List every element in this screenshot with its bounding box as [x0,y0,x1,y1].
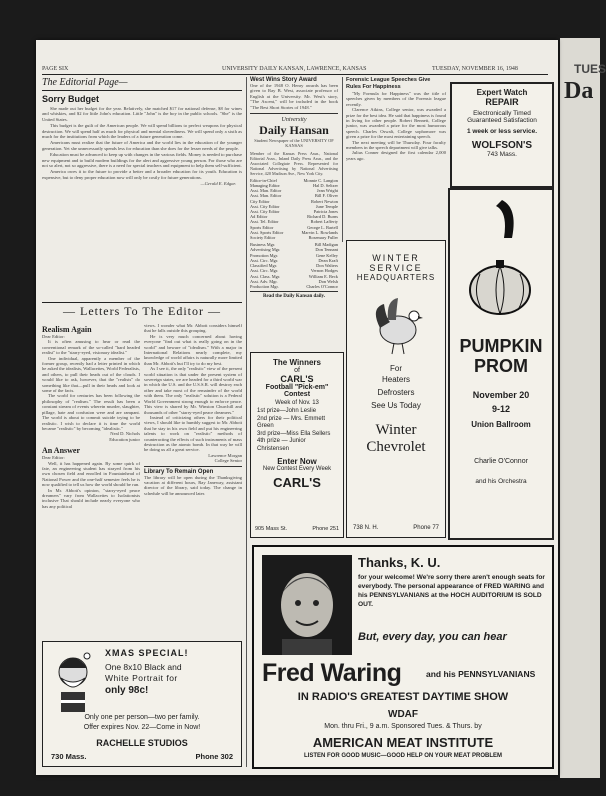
carls-store-name: CARL'S [273,475,321,490]
letter-paragraph: In Mr. Abbott's opinion, "starry-eyed peace dreamers" vary from Wallaceites to Isolationists inclusive That should include nearly everyone who has any political [42,487,140,509]
xmas-line-2: White Portrait for [105,673,178,683]
xmas-line-1: One 8x10 Black and [105,662,182,672]
prom-title-1: PUMPKIN [459,336,543,356]
letter-signature: Lawrence Morgan [208,452,242,458]
staff-row-role: Society Editor [250,235,276,241]
adjacent-page-title-fragment: Da [564,78,594,104]
editorial-signature: —Gerald E. Edgar. [200,181,236,187]
watch-ad-line-1: Expert Watch [476,88,528,97]
letter-signature: Neal D. Nichols [110,431,140,437]
carls-line-3: CARL'S [280,374,314,384]
letter-paragraph: views. I wonder what Mr. Abbott considers himself that he falls outside this grouping. [144,323,242,334]
letter-answer-body [42,455,140,509]
business-row-role: Asst. Circ. Mgr. [250,268,279,274]
business-row-person: Dean Kraft [318,257,338,263]
turkey-illustration-icon [366,288,426,358]
waring-but: But, every day, you can hear [358,631,507,643]
winter-chevrolet-ad [346,240,446,538]
letter-paragraph: One individual, apparently a member of the former group, recently had a letter printed in which he asked the idealists, Wallaceites, World Federalists, and others, to pull their heads out of the clouds. I would like to ask, however, that the "realists" do something like that—pull in their heads and look at some of the facts. [42,355,140,394]
watch-ad-line-3: Electronically Timed [473,110,531,117]
waring-time: Mon. thru Fri., 9 a.m. Sponsored Tues. & Thurs. by [324,723,482,730]
staff-row-role: Editor-in-Chief [250,177,277,183]
staff-row [250,235,338,240]
forensic-paragraph: The next meeting will be Thursday. Four faculty members in the speech department will give talks. [346,139,446,151]
letters-column-left [42,323,140,638]
carls-line-5: Contest [283,391,311,398]
staff-row-person: Hal D. Seltzer [313,183,338,189]
waring-tagline: LISTEN FOR GOOD MUSIC—GOOD HELP ON YOUR MEAT PROBLEM [303,753,502,759]
forensic-paragraph: "My Formula for Happiness" was the title of speeches given by members of the Forensic league recently. [346,91,446,107]
letter-title-answer: An Answer [42,446,81,456]
waring-thanks: Thanks, K. U. [358,555,441,570]
pumpkin-prom-ad [448,188,554,540]
staff-row-person: George L. Bartell [307,224,338,230]
nameplate-title: Daily Hansan [259,123,329,138]
prom-title-2: PROM [474,356,528,376]
nameplate-footer-rule [250,291,338,292]
library-headline: Library To Remain Open [144,468,214,475]
waring-body: for your welcome! We're sorry there aren't enough seats for everybody. The personal appearance of FRED WARING and his PENNSYLVANIANS at the HOCH AUDITORIUM IS SOLD OUT. [358,574,545,608]
watch-ad-line-4: Guaranteed Satisfaction [467,117,537,124]
xmas-title: XMAS SPECIAL! [105,648,189,658]
letter-paragraph: He is very much concerned about having everyone "find out what is really going on in the world" and beware of "idealism." With a major in International Relations nearly complete, my knowledge of world affairs is naturally more limited than Mr. Abbott's but I'll try to do my best. [144,333,242,366]
winter-ad-dealer-1: Winter [375,422,417,438]
prize-winner: 3rd prize—Miss Ella Sellers [257,430,331,437]
forensic-paragraph: Clarence Atkins, College senior, was awarded a prize for the best idea. He said that happiness is found in living for other people. Robert Bennett, College junior, was awarded a prize for the most humorous speech. Charles Oswalt, College sophomore was given a prize for the most entertaining speech. [346,107,446,140]
waring-station: WDAF [388,709,418,720]
winter-ad-line-4: For [390,364,402,373]
waring-name: Fred Waring [262,659,402,687]
carls-contest-ad [250,352,344,538]
west-award-body: One of the 1948 O. Henry awards has been given to Ray B. West, associate professor of English at the University. Mr. West's story, "The Ascent," will be included in the book "The Best Short Stories of 1948." [250,83,338,110]
prize-winner: 2nd prize — Mrs. Emmett Green [257,415,326,429]
watch-ad-store-name: WOLFSON'S [471,140,533,151]
winter-ad-line-7: See Us Today [371,401,421,410]
winter-ad-line-5: Heaters [381,375,410,384]
business-row-person: Don Welsh [318,278,338,284]
waring-and: and his PENNSYLVANIANS [426,669,536,679]
west-award-headline: West Wins Story Award [250,77,317,83]
adjacent-page-edge [560,38,606,778]
library-body: The library will be open during the Thanksgiving vacation at different hours, Ray Janeway, assistant director of the library, said today. The change in schedule will be announced later. [144,474,242,496]
adjacent-page-fragment: TUES [574,62,606,76]
business-row-person: William E. Beck [308,273,338,279]
forensic-body [346,91,446,161]
watch-ad-line-2: REPAIR [485,97,519,107]
column-rule [342,77,343,242]
business-row-role: Production Mgr. [250,283,279,289]
nameplate-info: Member of the Kansas Press Assn., National Editorial Assn., Inland Daily Press Assn., and the Associated Collegiate Press. Represented for National Advertising by National Advertising Service, 420 Madison Ave., New York City. [250,150,338,176]
staff-row-role: Managing Editor [250,183,280,189]
business-row [250,284,338,289]
staff-row-person: Robert Newton [311,198,338,204]
staff-list [250,178,338,240]
letter-paragraph: The world for centuries has been following the philosophy of "realism." The result has been a constant stream of events wherein murder, slaughter, pillage, hate and confusion were and are rampant. The world is about to commit suicide trying to be realistic. I wish to declare it is time the world became "realistic" by becoming "idealistic." [42,393,140,431]
carls-week: Week of Nov. 13 [275,400,319,406]
editorial-headline: Sorry Budget [42,94,100,104]
business-row-role: Advertising Mgr. [250,247,281,253]
carls-phone: Phone 251 [312,526,339,532]
fred-waring-ad [252,545,554,769]
business-row-role: Classified Mgr. [250,263,278,269]
prom-band-2: and his Orchestra [475,478,527,485]
editorial-section [42,77,242,301]
nameplate-column [250,77,338,347]
forensic-headline: Forensic League Speeches Give Rules For Happiness [346,77,431,90]
business-row-role: Promotion Mgr. [250,252,279,258]
newspaper-page [36,40,558,775]
winter-ad-dealer-2: Chevrolet [366,439,426,455]
staff-row-role: Asst. City Editor [250,209,280,215]
xmas-price: only 98c! [105,685,149,696]
staff-row-person: Marvin L. Rowlands [301,229,338,235]
carls-line-1: The Winners [273,358,321,367]
business-row-role: Asst. Circ. Mgr. [250,257,279,263]
watch-ad-address: 743 Mass. [487,151,517,158]
editorial-paragraph: Education must be advanced to keep up with changes in the various fields. Money is needed to purchase new equipment and to build modern buildings for the alert and aggressive young person. For those who are not so alert, not so aggressive, there is a need for special teachers and equipment to help them self-sufficient. [42,152,242,169]
editorial-rule [42,90,242,91]
winter-ad-phone: Phone 77 [413,525,439,531]
editorial-section-title: The Editorial Page— [42,77,128,88]
masthead-line: UNIVERSITY DAILY KANSAN, LAWRENCE, KANSAS [222,66,367,72]
forensic-article [346,77,446,237]
xmas-special-ad [42,641,242,767]
business-row-person: Bill Madigan [314,242,338,248]
letter-signature-title: College Senior [214,458,242,464]
letters-top-rule [42,302,242,303]
prom-time: 9-12 [491,404,510,414]
watch-repair-ad [450,82,554,188]
letter-signature-title: Education junior [109,436,140,442]
letter-paragraph: It is often amusing to hear or read the conventional remark of the so-called "hard headed realist" to the "starry-eyed, visionary idealist." [42,339,140,356]
letter-answer-continued [144,323,242,464]
business-row-person: Don Tennant [315,247,338,253]
nameplate-university: University [281,117,307,124]
carls-line-2: of [294,367,300,374]
staff-row-role: City Editor [250,198,270,204]
staff-row-person: Rosemary Fuller [308,235,338,241]
letter-realism-body [42,334,140,442]
santa-illustration-icon [47,648,99,714]
watch-ad-line-5: 1 week or less service. [466,128,538,135]
page-number: PAGE SIX [42,66,69,72]
business-row-person: Gene Kelley [315,252,338,258]
xmas-studio-name: RACHELLE STUDIOS [96,738,188,748]
editorial-paragraph: America owes it to the future to provide a better and a broader education for its youth. Education is expensive, but to deny proper education now will only be costly for future generations. [42,169,242,180]
nameplate-rule [250,113,338,114]
nameplate-subtitle: Student Newspaper of the UNIVERSITY OF KANSAS [254,138,334,149]
business-row-person: Charles O'Connor [306,283,338,289]
winter-ad-line-3: HEADQUARTERS [356,273,436,282]
carls-cta-1: Enter Now [277,457,317,466]
column-rule [246,77,247,767]
business-row-role: Asst. Class. Mgr. [250,273,281,279]
staff-row-role: Asst. Tel. Editor [250,219,279,225]
staff-row-role: Ad Editor [250,214,268,220]
letters-column-right [144,323,242,647]
staff-row-person: Monnie C. Langton [303,177,338,183]
prom-band: Charlie O'Connor [474,458,528,465]
letters-banner: — Letters To The Editor — [62,304,222,318]
business-row-role: Business Mgr. [250,242,276,248]
letter-paragraph: Well, it has happened again. By some quirk of fate, an engineering student has strayed from his own chosen field and enrolled in Fountainhead of National Power and the one-half semester feels he is now qualified to tell us how the world should be run. [42,460,140,488]
editorial-paragraph: This budget is the guilt of the American people. We will spend billions to perfect weapons for physical destruction. We will spend half as much for physical and mental slovenliness. We will spend only a sixth as much for the institutions from which the leaders of a future generation come. [42,123,242,140]
letter-paragraph: Instead of criticizing others for their political views, I should like to humbly suggest to Mr. Abbott that he stay in his own field and put his engineering talents to work on "realistic" methods of counteracting the effects of such instruments of mass destruction as the atomic bomb. In that way he will be doing us all a great service. [144,414,242,453]
letter-paragraph: As I see it, the only "realistic" view of the present world situation is that under the present system of sovereign states, we are headed for a third world war in which the U.S. and the U.S.S.R. will destroy each other and take most of the remainder of the world with them. The only "realistic" solution is a Federal World Government strong enough to enforce peace. This view is shared by Mr. Winston Churchill and thousands of other "starry-eyed peace dreamers." [144,366,242,415]
letter-salutation: Dear Editor: [42,455,65,461]
issue-date: TUESDAY, NOVEMBER 16, 1948 [432,66,518,72]
winter-ad-line-2: SERVICE [369,263,423,273]
prom-place: Union Ballroom [471,420,531,429]
business-staff-list [250,242,338,289]
pumpkin-illustration-icon [458,198,544,328]
staff-row-role: Asst. Man. Editor [250,193,282,199]
nameplate-footer: Read the Daily Kansan daily. [262,294,326,300]
waring-show: IN RADIO'S GREATEST DAYTIME SHOW [297,691,509,703]
staff-row-role: Sports Editor [250,224,274,230]
letter-salutation: Dear Editor: [42,334,65,339]
prize-winner: 1st prize—John Leslie [257,408,317,414]
editorial-paragraph: Americans must realize that the future of America and the world lies in the education of the younger generation. Yet she unnecessarily spends less for education than she does for the lesser needs of the people. [42,140,242,151]
xmas-expiry: Offer expires Nov. 22—Come in Now! [83,724,201,731]
waring-sponsor: AMERICAN MEAT INSTITUTE [312,735,494,750]
letter-title-realism: Realism Again [42,325,92,334]
business-row-person: Don Walters [316,263,338,269]
library-rule [144,466,242,467]
staff-row-role: Asst. City Editor [250,203,280,209]
editorial-body [42,106,242,187]
carls-address: 905 Mass St. [255,526,288,532]
header-rule [42,74,548,75]
staff-row-person: Bill F. Oliver [314,193,338,199]
staff-row-role: Asst. Man. Editor [250,188,282,194]
carls-line-4: Football "Pick-em" [265,384,329,391]
staff-row-person: Patricia Jones [313,209,338,215]
staff-row-person: Richard D. Burns [307,214,338,220]
fred-waring-portrait-icon [262,555,352,655]
xmas-limit: Only one per person—two per family. [84,714,200,721]
winter-ad-address: 738 N. H. [353,525,379,531]
xmas-address: 730 Mass. [51,752,87,761]
business-row-role: Asst. Adv. Mgr. [250,278,278,284]
winter-ad-line-6: Defrosters [377,388,415,397]
staff-row-person: June Temple [315,203,338,209]
letters-banner-title: Letters To The Editor [79,304,205,318]
business-row-person: Vernon Hodges [310,268,338,274]
forensic-paragraph: Julius Conner designed the first calendar 2,000 years ago. [346,150,446,161]
winter-ad-line-1: WINTER [372,253,420,263]
prom-date: November 20 [472,390,530,400]
xmas-phone: Phone 302 [195,752,233,761]
staff-row-role: Asst. Sports Editor [250,229,284,235]
prize-winner: 4th prize — Junior Christensen [257,438,306,452]
carls-prize-list [251,406,343,455]
editorial-paragraph: She made out her budget for the year. Relatively, she matched $17 for national defense, $8 for wines and whiskies, and $2 for little John's education. Little "John" is the boy in the public schools. "She" is the United States. [42,106,242,122]
staff-row-person: Jean Wright [316,188,338,194]
carls-cta-2: New Contest Every Week [262,466,332,472]
staff-row-person: Robert Lafferty [310,219,338,225]
